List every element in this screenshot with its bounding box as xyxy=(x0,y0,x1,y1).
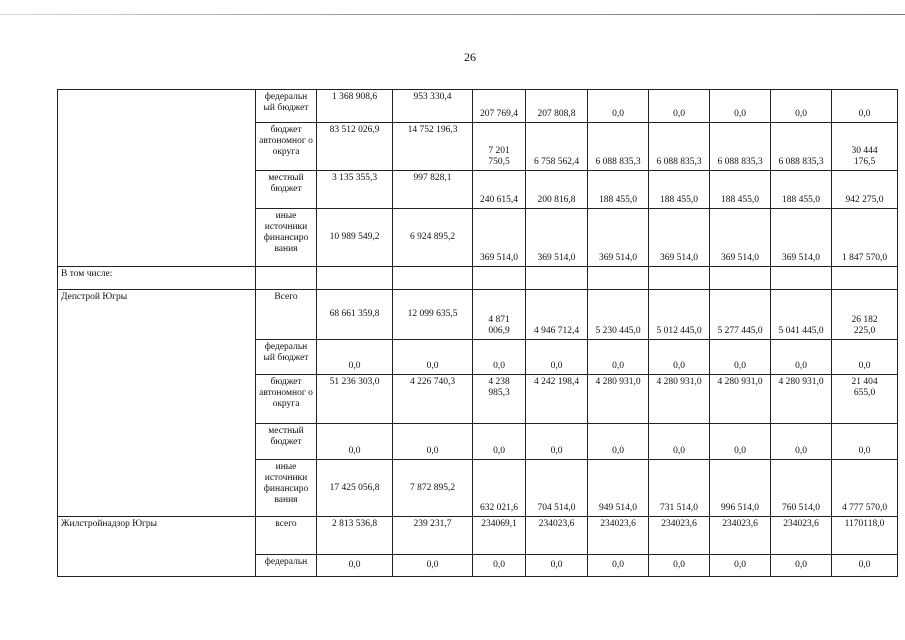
year-amount-cell xyxy=(526,555,588,577)
year-amount-value: 0,0 xyxy=(734,560,746,570)
funding-source-cell: иные источники финансиро вания xyxy=(256,460,317,517)
year-amount-value: 30 444 176,5 xyxy=(851,146,878,167)
year-amount-cell xyxy=(473,517,526,555)
year-amount-cell xyxy=(710,171,771,209)
year-amount-value: 6 088 835,3 xyxy=(595,157,641,167)
year-amount-value: 369 514,0 xyxy=(537,253,576,263)
year-amount-value: 188 455,0 xyxy=(660,195,698,205)
year-amount-cell xyxy=(771,460,832,517)
first-year-amount-cell: 953 330,4 xyxy=(393,90,473,123)
year-amount-cell xyxy=(832,424,898,460)
budget-table-body xyxy=(58,90,898,577)
year-amount-value: 234023,6 xyxy=(783,519,819,529)
first-year-amount-cell: 997 828,1 xyxy=(393,171,473,209)
year-amount-value: 240 615,4 xyxy=(480,195,518,205)
year-amount-cell xyxy=(771,290,832,340)
year-amount-value: 5 277 445,0 xyxy=(717,326,763,336)
year-amount-cell xyxy=(771,171,832,209)
year-amount-cell xyxy=(588,171,649,209)
funding-source-cell: федеральн ый бюджет xyxy=(256,340,317,375)
funding-source-cell: местный бюджет xyxy=(256,424,317,460)
table-row xyxy=(58,517,898,555)
year-amount-cell xyxy=(473,424,526,460)
year-amount-cell xyxy=(588,123,649,171)
year-amount-cell xyxy=(832,340,898,375)
year-amount-value: 4 280 931,0 xyxy=(595,377,641,387)
year-amount-cell xyxy=(526,90,588,123)
year-amount-cell xyxy=(832,375,898,424)
first-year-amount-cell: 4 226 740,3 xyxy=(393,375,473,424)
year-amount-value: 4 238 985,3 xyxy=(488,377,510,398)
year-amount-cell xyxy=(649,123,710,171)
year-amount-cell xyxy=(649,375,710,424)
total-amount-cell: 10 989 549,2 xyxy=(317,209,393,267)
table-row xyxy=(58,290,898,340)
year-amount-cell xyxy=(771,267,832,290)
year-amount-cell xyxy=(526,424,588,460)
year-amount-value: 0,0 xyxy=(795,361,807,371)
year-amount-value: 5 230 445,0 xyxy=(595,326,641,336)
year-amount-value: 0,0 xyxy=(612,446,624,456)
year-amount-value: 7 201 750,5 xyxy=(488,146,510,167)
year-amount-cell xyxy=(771,209,832,267)
year-amount-cell xyxy=(771,517,832,555)
funding-source-cell xyxy=(256,267,317,290)
year-amount-cell xyxy=(473,555,526,577)
year-amount-cell xyxy=(771,90,832,123)
year-amount-cell xyxy=(588,90,649,123)
year-amount-value: 731 514,0 xyxy=(660,503,698,513)
year-amount-value: 21 404 655,0 xyxy=(851,377,878,398)
year-amount-cell xyxy=(710,290,771,340)
year-amount-value: 6 088 835,3 xyxy=(778,157,824,167)
year-amount-value: 207 769,4 xyxy=(480,109,518,119)
year-amount-cell xyxy=(526,517,588,555)
year-amount-cell xyxy=(771,375,832,424)
year-amount-value: 4 946 712,4 xyxy=(533,326,580,336)
year-amount-cell xyxy=(526,375,588,424)
year-amount-cell xyxy=(710,340,771,375)
first-year-amount-cell: 12 099 635,5 xyxy=(393,290,473,340)
year-amount-value: 0,0 xyxy=(795,446,807,456)
year-amount-cell xyxy=(771,424,832,460)
total-amount-cell: 51 236 303,0 xyxy=(317,375,393,424)
year-amount-cell xyxy=(588,267,649,290)
year-amount-cell xyxy=(588,460,649,517)
year-amount-cell xyxy=(710,375,771,424)
year-amount-value: 0,0 xyxy=(550,361,563,371)
year-amount-value: 704 514,0 xyxy=(537,503,576,513)
year-amount-cell xyxy=(588,517,649,555)
total-amount-cell: 2 813 536,8 xyxy=(317,517,393,555)
year-amount-cell xyxy=(649,460,710,517)
year-amount-cell xyxy=(649,90,710,123)
year-amount-value: 234023,6 xyxy=(661,519,697,529)
year-amount-cell xyxy=(473,90,526,123)
funding-source-cell: федеральн ый бюджет xyxy=(256,90,317,123)
year-amount-value: 0,0 xyxy=(673,446,685,456)
year-amount-cell xyxy=(771,555,832,577)
year-amount-cell xyxy=(710,267,771,290)
year-amount-cell xyxy=(649,290,710,340)
year-amount-cell xyxy=(473,290,526,340)
first-year-amount-cell: 239 231,7 xyxy=(393,517,473,555)
year-amount-cell xyxy=(526,290,588,340)
total-amount-cell: 3 135 355,3 xyxy=(317,171,393,209)
year-amount-value: 234069,1 xyxy=(481,519,517,529)
funding-source-cell: Всего xyxy=(256,290,317,340)
year-amount-cell xyxy=(526,209,588,267)
year-amount-value: 207 808,8 xyxy=(537,109,576,119)
year-amount-value: 632 021,6 xyxy=(480,503,518,513)
first-year-amount-cell: 7 872 895,2 xyxy=(393,460,473,517)
year-amount-value: 0,0 xyxy=(550,560,563,570)
year-amount-value: 369 514,0 xyxy=(721,253,759,263)
year-amount-cell xyxy=(710,555,771,577)
row-group-label: В том числе: xyxy=(58,267,256,290)
scan-artifact-line xyxy=(0,14,905,15)
year-amount-cell xyxy=(771,340,832,375)
year-amount-value: 1 847 570,0 xyxy=(841,253,888,263)
year-amount-value: 369 514,0 xyxy=(599,253,637,263)
year-amount-value: 0,0 xyxy=(550,446,563,456)
year-amount-value: 6 088 835,3 xyxy=(656,157,702,167)
year-amount-cell xyxy=(832,460,898,517)
year-amount-cell xyxy=(710,209,771,267)
funding-source-cell: бюджет автономног о округа xyxy=(256,123,317,171)
year-amount-value: 0,0 xyxy=(858,560,871,570)
year-amount-cell xyxy=(649,267,710,290)
year-amount-cell xyxy=(526,267,588,290)
year-amount-value: 0,0 xyxy=(493,361,505,371)
year-amount-cell xyxy=(473,267,526,290)
budget-table xyxy=(57,89,898,577)
year-amount-value: 0,0 xyxy=(612,361,624,371)
first-year-amount-cell: 14 752 196,3 xyxy=(393,123,473,171)
year-amount-value: 200 816,8 xyxy=(537,195,576,205)
year-amount-cell xyxy=(710,460,771,517)
year-amount-cell xyxy=(832,267,898,290)
year-amount-cell xyxy=(832,209,898,267)
year-amount-value: 188 455,0 xyxy=(782,195,820,205)
year-amount-value: 6 758 562,4 xyxy=(533,157,580,167)
year-amount-cell xyxy=(649,517,710,555)
year-amount-value: 4 280 931,0 xyxy=(778,377,824,387)
year-amount-value: 5 012 445,0 xyxy=(656,326,702,336)
year-amount-cell xyxy=(649,340,710,375)
year-amount-value: 369 514,0 xyxy=(480,253,518,263)
year-amount-cell xyxy=(710,90,771,123)
year-amount-value: 234023,6 xyxy=(538,519,575,529)
total-amount-cell: 0,0 xyxy=(317,555,393,577)
total-amount-cell xyxy=(317,267,393,290)
funding-source-cell: федеральн xyxy=(256,555,317,577)
first-year-amount-cell: 6 924 895,2 xyxy=(393,209,473,267)
year-amount-cell xyxy=(588,555,649,577)
year-amount-value: 0,0 xyxy=(795,560,807,570)
funding-source-cell: местный бюджет xyxy=(256,171,317,209)
year-amount-cell xyxy=(588,209,649,267)
funding-source-cell: всего xyxy=(256,517,317,555)
year-amount-value: 949 514,0 xyxy=(599,503,637,513)
year-amount-cell xyxy=(710,517,771,555)
year-amount-cell xyxy=(473,340,526,375)
first-year-amount-cell: 0,0 xyxy=(393,424,473,460)
year-amount-value: 4 280 931,0 xyxy=(656,377,702,387)
year-amount-cell xyxy=(526,123,588,171)
year-amount-value: 760 514,0 xyxy=(782,503,820,513)
table-row xyxy=(58,90,898,123)
total-amount-cell: 0,0 xyxy=(317,340,393,375)
year-amount-value: 4 280 931,0 xyxy=(717,377,763,387)
first-year-amount-cell: 0,0 xyxy=(393,555,473,577)
year-amount-value: 0,0 xyxy=(795,109,807,119)
page-number: 26 xyxy=(464,50,476,64)
year-amount-cell xyxy=(588,290,649,340)
total-amount-cell: 1 368 908,6 xyxy=(317,90,393,123)
row-group-label: Депстрой Югры xyxy=(58,290,256,517)
year-amount-value: 4 871 006,9 xyxy=(488,315,510,336)
year-amount-value: 1170118,0 xyxy=(844,519,885,529)
year-amount-value: 996 514,0 xyxy=(721,503,759,513)
year-amount-value: 4 777 570,0 xyxy=(841,503,888,513)
year-amount-value: 0,0 xyxy=(858,361,871,371)
year-amount-cell xyxy=(526,171,588,209)
year-amount-value: 0,0 xyxy=(493,446,505,456)
year-amount-cell xyxy=(832,90,898,123)
year-amount-cell xyxy=(588,375,649,424)
year-amount-value: 0,0 xyxy=(673,361,685,371)
year-amount-value: 942 275,0 xyxy=(845,195,884,205)
year-amount-value: 0,0 xyxy=(612,109,624,119)
row-group-label: Жилстройнадзор Югры xyxy=(58,517,256,577)
year-amount-cell xyxy=(832,555,898,577)
year-amount-cell xyxy=(649,424,710,460)
total-amount-cell: 68 661 359,8 xyxy=(317,290,393,340)
year-amount-value: 0,0 xyxy=(612,560,624,570)
year-amount-value: 188 455,0 xyxy=(721,195,759,205)
year-amount-cell xyxy=(526,460,588,517)
year-amount-cell xyxy=(832,123,898,171)
year-amount-value: 0,0 xyxy=(493,560,505,570)
row-group-label xyxy=(58,90,256,267)
year-amount-cell xyxy=(473,209,526,267)
first-year-amount-cell xyxy=(393,267,473,290)
year-amount-value: 0,0 xyxy=(858,109,871,119)
year-amount-cell xyxy=(710,123,771,171)
year-amount-cell xyxy=(526,340,588,375)
year-amount-value: 0,0 xyxy=(734,109,746,119)
year-amount-cell xyxy=(832,517,898,555)
year-amount-value: 369 514,0 xyxy=(782,253,820,263)
year-amount-cell xyxy=(473,171,526,209)
year-amount-value: 369 514,0 xyxy=(660,253,698,263)
year-amount-cell xyxy=(473,375,526,424)
year-amount-cell xyxy=(832,171,898,209)
year-amount-value: 234023,6 xyxy=(600,519,636,529)
year-amount-cell xyxy=(588,340,649,375)
year-amount-value: 5 041 445,0 xyxy=(778,326,824,336)
funding-source-cell: иные источники финансиро вания xyxy=(256,209,317,267)
year-amount-cell xyxy=(649,171,710,209)
year-amount-cell xyxy=(473,123,526,171)
year-amount-value: 0,0 xyxy=(673,109,685,119)
total-amount-cell: 0,0 xyxy=(317,424,393,460)
total-amount-cell: 17 425 056,8 xyxy=(317,460,393,517)
year-amount-value: 188 455,0 xyxy=(599,195,637,205)
year-amount-value: 234023,6 xyxy=(722,519,758,529)
funding-source-cell: бюджет автономног о округа xyxy=(256,375,317,424)
first-year-amount-cell: 0,0 xyxy=(393,340,473,375)
year-amount-value: 6 088 835,3 xyxy=(717,157,763,167)
year-amount-cell xyxy=(473,460,526,517)
year-amount-value: 26 182 225,0 xyxy=(851,315,878,336)
total-amount-cell: 83 512 026,9 xyxy=(317,123,393,171)
year-amount-value: 0,0 xyxy=(673,560,685,570)
year-amount-cell xyxy=(649,555,710,577)
year-amount-value: 0,0 xyxy=(734,446,746,456)
table-row xyxy=(58,267,898,290)
year-amount-cell xyxy=(588,424,649,460)
year-amount-cell xyxy=(832,290,898,340)
year-amount-cell xyxy=(649,209,710,267)
year-amount-cell xyxy=(710,424,771,460)
year-amount-value: 0,0 xyxy=(858,446,871,456)
year-amount-value: 4 242 198,4 xyxy=(533,377,580,387)
year-amount-cell xyxy=(771,123,832,171)
year-amount-value: 0,0 xyxy=(734,361,746,371)
